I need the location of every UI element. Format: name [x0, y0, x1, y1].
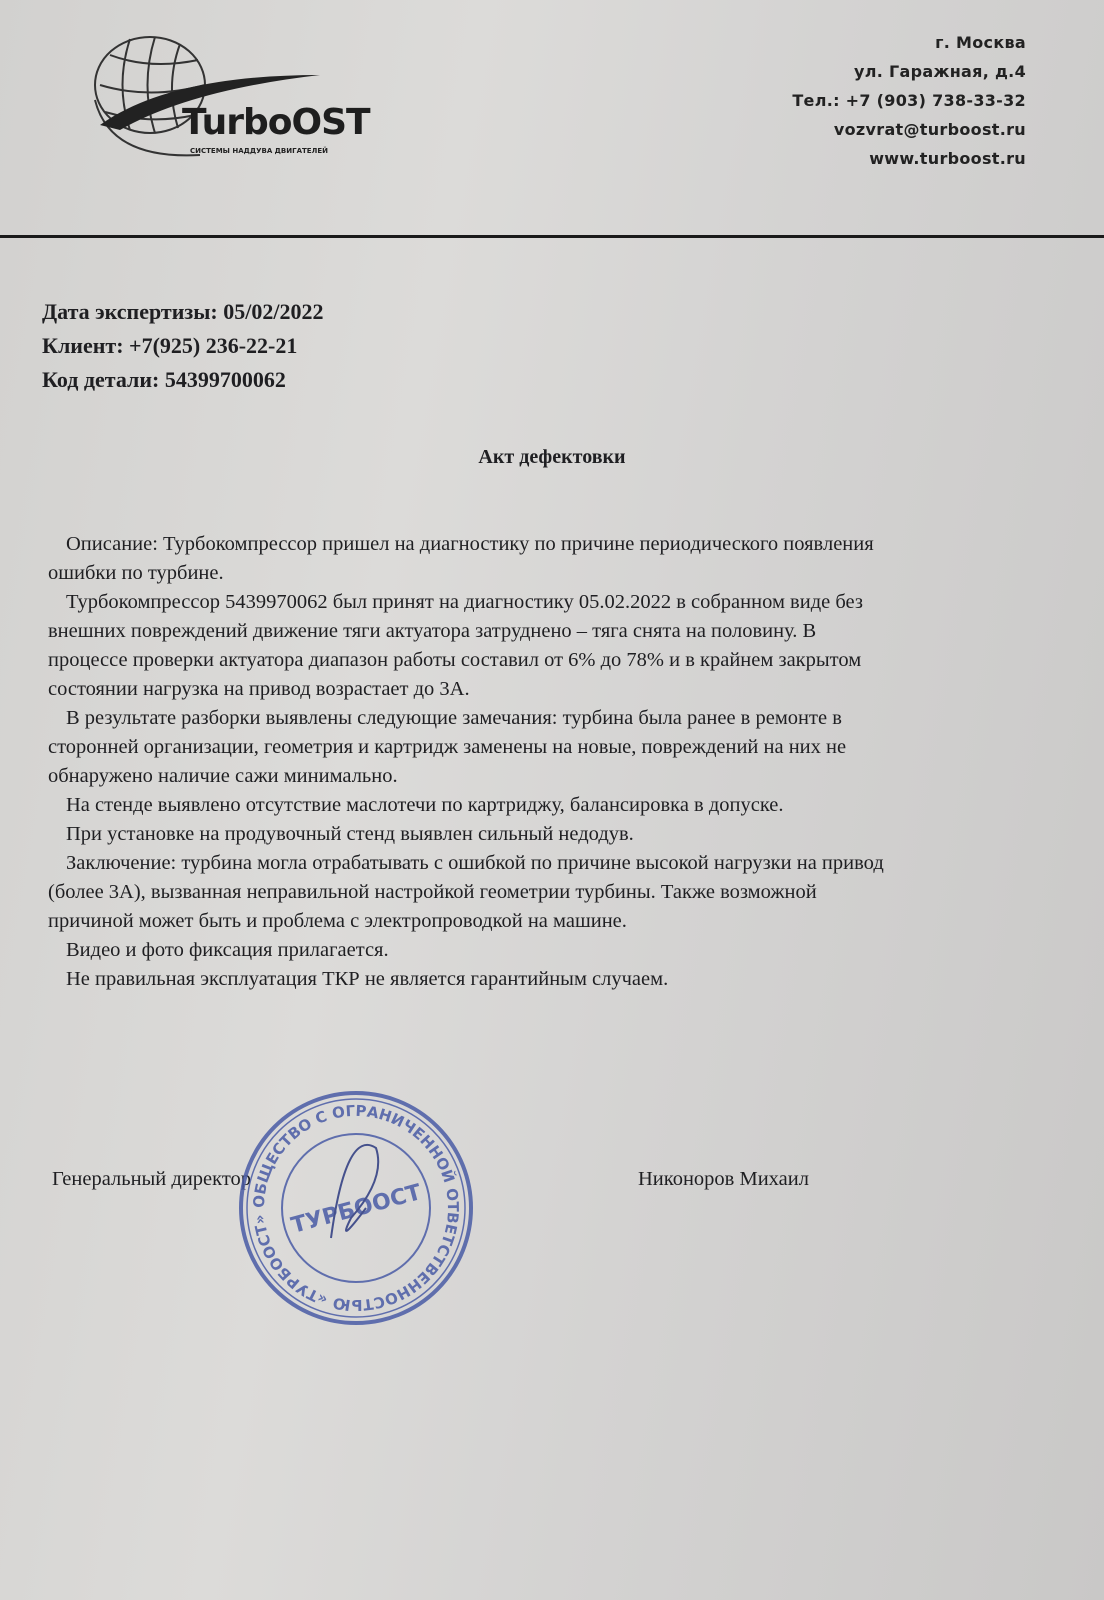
body-line: Не правильная эксплуатация ТКР не является гарантийным случаем. [66, 968, 669, 990]
stamp-seal-icon [236, 1088, 476, 1328]
company-logo [90, 30, 370, 165]
svg-text:ОБЩЕСТВО С ОГРАНИЧЕННОЙ ОТВЕТС: ОБЩЕСТВО С ОГРАНИЧЕННОЙ ОТВЕТСТВЕННОСТЬЮ «ТУРБООСТ» [249, 1101, 463, 1315]
body-line: Видео и фото фиксация прилагается. [66, 939, 389, 961]
part-code: Код детали: 54399700062 [42, 367, 286, 392]
body-line: причиной может быть и проблема с электропроводкой на машине. [48, 910, 627, 932]
body-line: Турбокомпрессор 5439970062 был принят на диагностику 05.02.2022 в собранном виде без [66, 591, 863, 613]
body-line: обнаружено наличие сажи минимально. [48, 765, 398, 787]
signature-position: Генеральный директор [52, 1168, 252, 1190]
body-line: внешних повреждений движение тяги актуатора затруднено – тяга снята на половину. В [48, 620, 817, 642]
document-title: Акт дефектовки [478, 446, 626, 468]
document-body [48, 530, 884, 994]
contact-address: ул. Гаражная, д.4 [854, 62, 1026, 81]
company-stamp [236, 1088, 476, 1333]
document-meta [42, 295, 323, 397]
body-line: процессе проверки актуатора диапазон работы составил от 6% до 78% и в крайнем закрытом [48, 649, 862, 671]
svg-text:ТУРБООСТ: ТУРБООСТ [288, 1180, 425, 1239]
logo-wordmark: TurboOST [182, 102, 370, 143]
client-phone: Клиент: +7(925) 236-22-21 [42, 333, 298, 358]
contact-email: vozvrat@turboost.ru [833, 120, 1026, 139]
contact-city: г. Москва [935, 33, 1026, 52]
body-line: Заключение: турбина могла отрабатывать с ошибкой по причине высокой нагрузки на привод [66, 852, 884, 874]
contact-phone: Тел.: +7 (903) 738-33-32 [792, 91, 1026, 110]
expertise-date: Дата экспертизы: 05/02/2022 [42, 299, 324, 324]
body-line: состоянии нагрузка на привод возрастает до 3А. [48, 678, 470, 700]
body-line: сторонней организации, геометрия и картридж заменены на новые, повреждений на них не [48, 736, 847, 758]
contact-website: www.turboost.ru [869, 149, 1026, 168]
body-line: При установке на продувочный стенд выявлен сильный недодув. [66, 823, 634, 845]
company-contacts [792, 28, 1026, 173]
logo-tagline: СИСТЕМЫ НАДДУВА ДВИГАТЕЛЕЙ [190, 147, 328, 155]
body-line: В результате разборки выявлены следующие замечания: турбина была ранее в ремонте в [66, 707, 842, 729]
body-line: На стенде выявлено отсутствие маслотечи по картриджу, балансировка в допуске. [66, 794, 784, 816]
body-line: Описание: Турбокомпрессор пришел на диагностику по причине периодического появления [66, 533, 874, 555]
globe-logo-icon [90, 30, 370, 165]
body-line: ошибки по турбине. [48, 562, 224, 584]
header-divider [0, 235, 1104, 238]
body-line: (более 3А), вызванная неправильной настройкой геометрии турбины. Также возможной [48, 881, 817, 903]
signature-name: Никоноров Михаил [638, 1168, 809, 1190]
